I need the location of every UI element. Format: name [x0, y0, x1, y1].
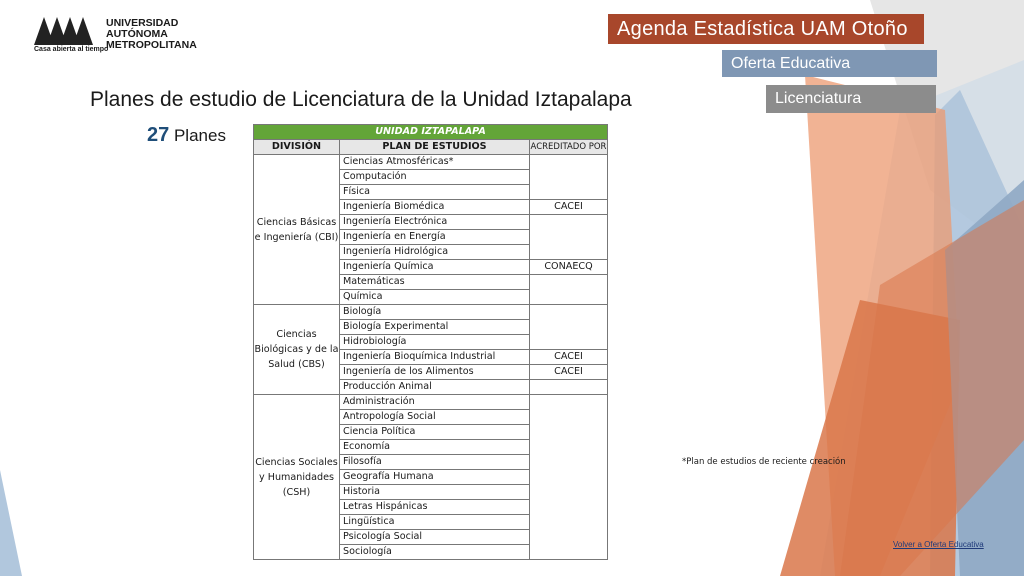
plan-cell: Sociología	[340, 545, 530, 560]
uam-logo	[34, 17, 197, 57]
plan-cell: Ingeniería Biomédica	[340, 200, 530, 215]
plans-table	[253, 124, 608, 560]
column-header-division: DIVISIÓN	[254, 140, 340, 155]
plan-cell: Ingeniería Electrónica	[340, 215, 530, 230]
plan-cell: Antropología Social	[340, 410, 530, 425]
column-header-plan: PLAN DE ESTUDIOS	[340, 140, 530, 155]
plan-cell: Biología	[340, 305, 530, 320]
plan-cell: Historia	[340, 485, 530, 500]
plan-cell: Ingeniería en Energía	[340, 230, 530, 245]
accreditation-cell: CACEI	[530, 200, 608, 215]
accreditation-cell: CONAECQ	[530, 260, 608, 275]
subsection-label: Licenciatura	[766, 85, 936, 113]
plan-cell: Ingeniería Hidrológica	[340, 245, 530, 260]
page-title: Planes de estudio de Licenciatura de la Unidad Iztapalapa	[90, 88, 632, 111]
column-header-accredited: ACREDITADO POR	[530, 140, 608, 155]
accreditation-cell: CACEI	[530, 365, 608, 380]
plan-count-number: 27	[147, 124, 170, 146]
plan-cell: Ciencia Política	[340, 425, 530, 440]
table-row	[254, 305, 608, 320]
logo-wordmark: UNIVERSIDAD AUTÓNOMA METROPOLITANA	[106, 17, 197, 51]
table-row	[254, 155, 608, 170]
division-cell: Ciencias Básicas e Ingeniería (CBI)	[254, 155, 340, 305]
accreditation-cell	[530, 215, 608, 260]
plan-cell: Matemáticas	[340, 275, 530, 290]
uam-logo-mark	[34, 17, 100, 45]
plan-cell: Biología Experimental	[340, 320, 530, 335]
plan-cell: Ciencias Atmosféricas*	[340, 155, 530, 170]
plan-count	[147, 124, 226, 147]
division-cell: Ciencias Biológicas y de la Salud (CBS)	[254, 305, 340, 395]
logo-tagline: Casa abierta al tiempo	[34, 46, 109, 53]
plan-cell: Producción Animal	[340, 380, 530, 395]
accreditation-cell	[530, 275, 608, 305]
footnote: *Plan de estudios de reciente creación	[682, 457, 846, 467]
plan-cell: Ingeniería de los Alimentos	[340, 365, 530, 380]
unit-header: UNIDAD IZTAPALAPA	[254, 125, 608, 140]
table-row	[254, 395, 608, 410]
section-label: Oferta Educativa	[722, 50, 937, 77]
back-link[interactable]: Volver a Oferta Educativa	[893, 540, 984, 549]
plan-cell: Letras Hispánicas	[340, 500, 530, 515]
accreditation-cell	[530, 380, 608, 395]
accreditation-cell	[530, 305, 608, 350]
plan-cell: Física	[340, 185, 530, 200]
plan-cell: Administración	[340, 395, 530, 410]
plan-cell: Ingeniería Bioquímica Industrial	[340, 350, 530, 365]
plan-cell: Economía	[340, 440, 530, 455]
plan-cell: Geografía Humana	[340, 470, 530, 485]
plan-count-label: Planes	[169, 126, 226, 145]
plan-cell: Ingeniería Química	[340, 260, 530, 275]
division-cell: Ciencias Sociales y Humanidades (CSH)	[254, 395, 340, 560]
plan-cell: Filosofía	[340, 455, 530, 470]
plan-cell: Lingüística	[340, 515, 530, 530]
plans-table-body	[254, 155, 608, 560]
agenda-title: Agenda Estadística UAM Otoño 2017	[608, 14, 924, 44]
plan-cell: Computación	[340, 170, 530, 185]
plan-cell: Psicología Social	[340, 530, 530, 545]
accreditation-cell	[530, 395, 608, 560]
plan-cell: Química	[340, 290, 530, 305]
accreditation-cell	[530, 155, 608, 200]
plan-cell: Hidrobiología	[340, 335, 530, 350]
accreditation-cell: CACEI	[530, 350, 608, 365]
